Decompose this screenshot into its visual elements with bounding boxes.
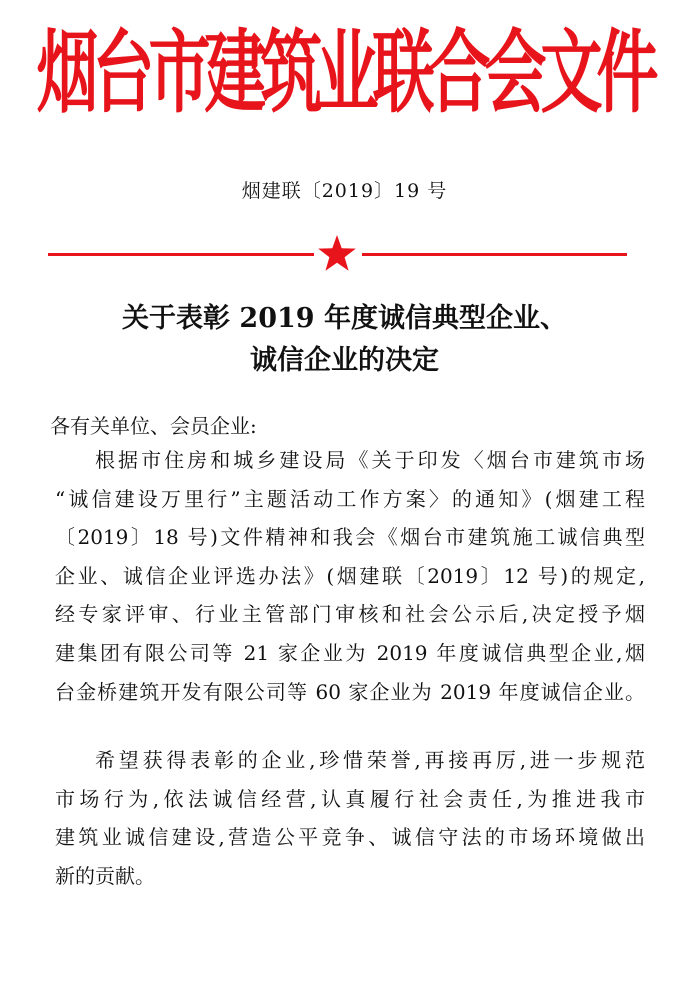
paragraph-line: 市场行为,依法诚信经营,认真履行社会责任,为推进我市	[55, 786, 645, 811]
red-divider-left	[48, 253, 314, 256]
paragraph-line: 企业、诚信企业评选办法》(烟建联〔2019〕12 号)的规定,	[55, 563, 645, 588]
salutation: 各有关单位、会员企业:	[50, 414, 257, 438]
document-number: 烟建联〔2019〕19 号	[241, 180, 448, 202]
paragraph-line: 台金桥建筑开发有限公司等 60 家企业为 2019 年度诚信企业。	[55, 679, 645, 704]
paragraph-line: 建筑业诚信建设,营造公平竞争、诚信守法的市场环境做出	[55, 825, 645, 850]
paragraph-line: 建集团有限公司等 21 家企业为 2019 年度诚信典型企业,烟	[55, 640, 645, 665]
paragraph-line: 经专家评审、行业主管部门审核和社会公示后,决定授予烟	[55, 602, 645, 627]
document-masthead: 烟台市建筑业联合会文件	[36, 19, 653, 126]
paragraph-line: “诚信建设万里行”主题活动工作方案〉的通知》(烟建工程	[55, 486, 645, 511]
document-title-line-2: 诚信企业的决定	[250, 345, 439, 376]
paragraph-line: 根据市住房和城乡建设局《关于印发〈烟台市建筑市场	[95, 448, 645, 472]
paragraph-line: 新的贡献。	[55, 863, 155, 888]
body-paragraph-2	[55, 741, 645, 895]
paragraph-line: 希望获得表彰的企业,珍惜荣誉,再接再厉,进一步规范	[95, 748, 645, 772]
paragraph-line: 〔2019〕18 号)文件精神和我会《烟台市建筑施工诚信典型	[55, 525, 645, 550]
red-divider-right	[362, 253, 627, 256]
red-star-icon	[317, 233, 357, 273]
document-title-line-1: 关于表彰 2019 年度诚信典型企业、	[122, 303, 567, 334]
body-paragraph-1	[55, 441, 645, 711]
